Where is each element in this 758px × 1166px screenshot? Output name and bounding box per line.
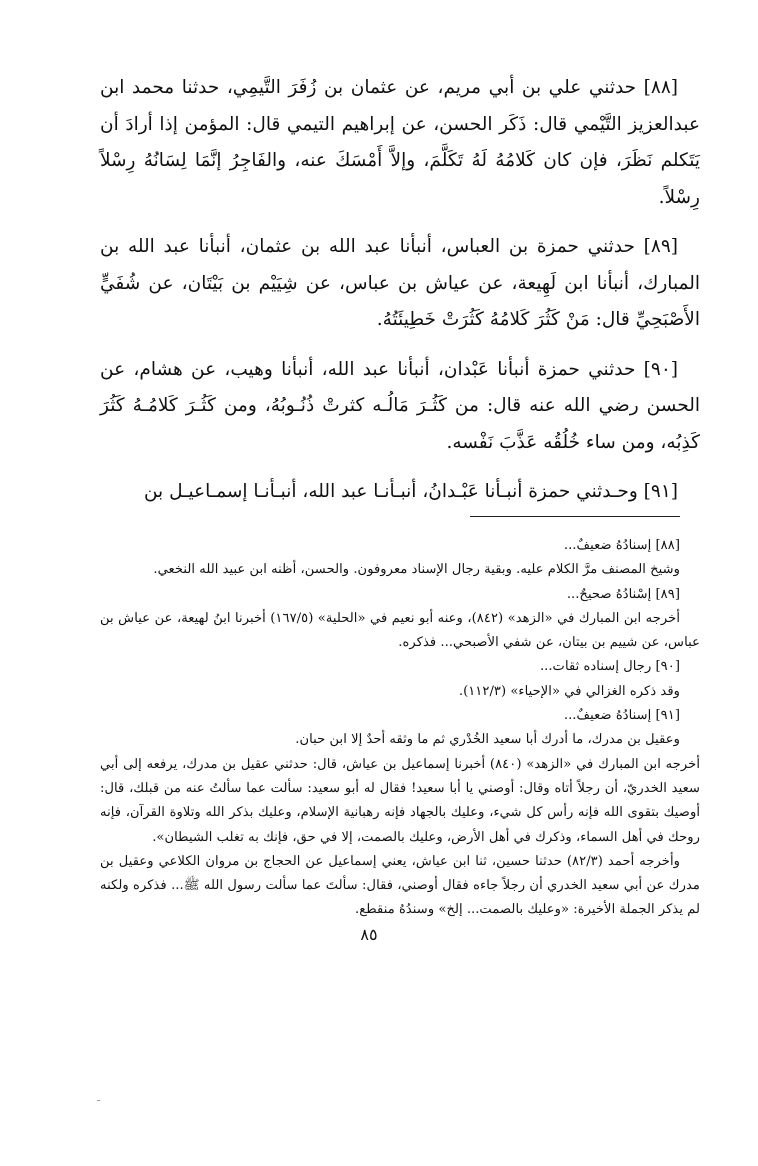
footnote-line: [٩٠] رجال إسناده ثقات...	[539, 659, 680, 675]
footnote-line: [٨٨] إسنادُهُ ضعيفٌ...	[563, 538, 680, 553]
footnotes	[100, 534, 700, 923]
footnote-line: وقد ذكره الغزالي في «الإحياء» (١١٢/٣).	[458, 683, 680, 699]
paragraph-91: [٩١] وحـدثني حمزة أنبـأنا عَبْـدانُ، أنبـأنـا عبد الله، أنبـأنـا إسمـاعيـل بن	[143, 481, 678, 502]
paragraph-88: [٨٨] حدثني علي بن أبي مريم، عن عثمان بن زُفَرَ التَّيمِي، حدثنا محمد ابن عبدالعزيز التَّيْمي قال: ذَكَر الحسن، عن إبراهيم التيمي قال: المؤمن إذا أرادَ أن يَتَكلم نَظَرَ، فإن كان كَلامُهُ لَهُ تَكَلَّمَ، وإلاَّ أَمْسَكَ عنه، والفَاجِرُ إنَّمَا لِسَانُهُ رِسْلاً رِسْلاً.	[100, 77, 700, 208]
footnote-line: أخرجه ابن المبارك في «الزهد» (٨٤٢)، وعنه أبو نعيم في «الحلية» (١٦٧/٥) أخبرنا ابنُ لهيعة، عن عياش بن عباس، عن شييم بن بيتان، عن شفي الأصبحي... فذكره.	[100, 610, 700, 651]
page-number: ٨٥	[360, 925, 378, 944]
paragraph-90: [٩٠] حدثني حمزة أنبأنا عَبْدان، أنبأنا عبد الله، أنبأنا وهيب، عن هشام، عن الحسن رضي الله عنه قال: من كَثُـرَ مَالُـه كثرتْ ذُنُـوبُهُ، ومن كَثُـرَ كَلامُـهُ كَثُرَ كَذِبُه، ومن ساء خُلُقُه عَذَّبَ نَفْسه.	[100, 358, 700, 453]
footnote-line: [٨٩] إسْنادُهُ صحيحٌ...	[566, 586, 680, 602]
footnote-line: وعقيل بن مدرك، ما أدرك أبا سعيد الخُدْري ثم ما وثقه أحدٌ إلا ابن حبان.	[295, 732, 680, 748]
paragraph-89: [٨٩] حدثني حمزة بن العباس، أنبأنا عبد الله بن عثمان، أنبأنا عبد الله بن المبارك، أنبأنا ابن لَهِيعة، عن عياش بن عباس، عن شِيَيْم بن بَيْتَان، عن شُفَيٍّ الأَصْبَحِيِّ قال: مَنْ كَثُرَ كَلامُهُ كَثُرَتْ خَطِيئَتُهُ.	[100, 236, 700, 330]
footnote-line: أخرجه ابن المبارك في «الزهد» (٨٤٠) أخبرنا إسماعيل بن عياش، قال: حدثني عقيل بن مدرك، يرفعه إلى أبي سعيد الخدريّ، أن رجلاً أتاه وقال: أوصني يا أبا سعيد! فقال له أبو سعيد: سألت عما سألتُ عنه من قبلك، قال: أوصيك بتقوى الله فإنه رأس كل شيء، وعليك بالجهاد فإنه رهبانية الإسلام، وعليك بذكر الله وتلاوة القرآن، فإنه روحك في أهل السماء، وذكرك في أهل الأرض، وعليك بالصمت، إلا في حق، فإنك به تغلب الشيطان».	[100, 756, 700, 845]
scan-speck	[97, 1100, 100, 1101]
footnote-divider	[470, 516, 680, 517]
footnote-line: وأخرجه أحمد (٨٢/٣) حدثنا حسين، ثنا ابن عياش، يعني إسماعيل عن الحجاج بن مروان الكلاعي وعقيل بن مدرك عن أبي سعيد الخدري أن رجلاً جاءه فقال أوصني، فقال: سألتَ عما سألت رسول الله ﷺ... فذكره ولكنه لم يذكر الجملة الأخيرة: «وعليك بالصمت... إلخ» وسندُهُ منقطع.	[100, 853, 700, 918]
main-text	[100, 70, 700, 511]
footnote-line: وشيخ المصنف مرَّ الكلام عليه. وبقية رجال الإسناد معروفون. والحسن، أظنه ابن عبيد الله النخعي.	[153, 562, 680, 578]
footnote-line: [٩١] إسنادُهُ ضعيفٌ...	[563, 708, 680, 724]
